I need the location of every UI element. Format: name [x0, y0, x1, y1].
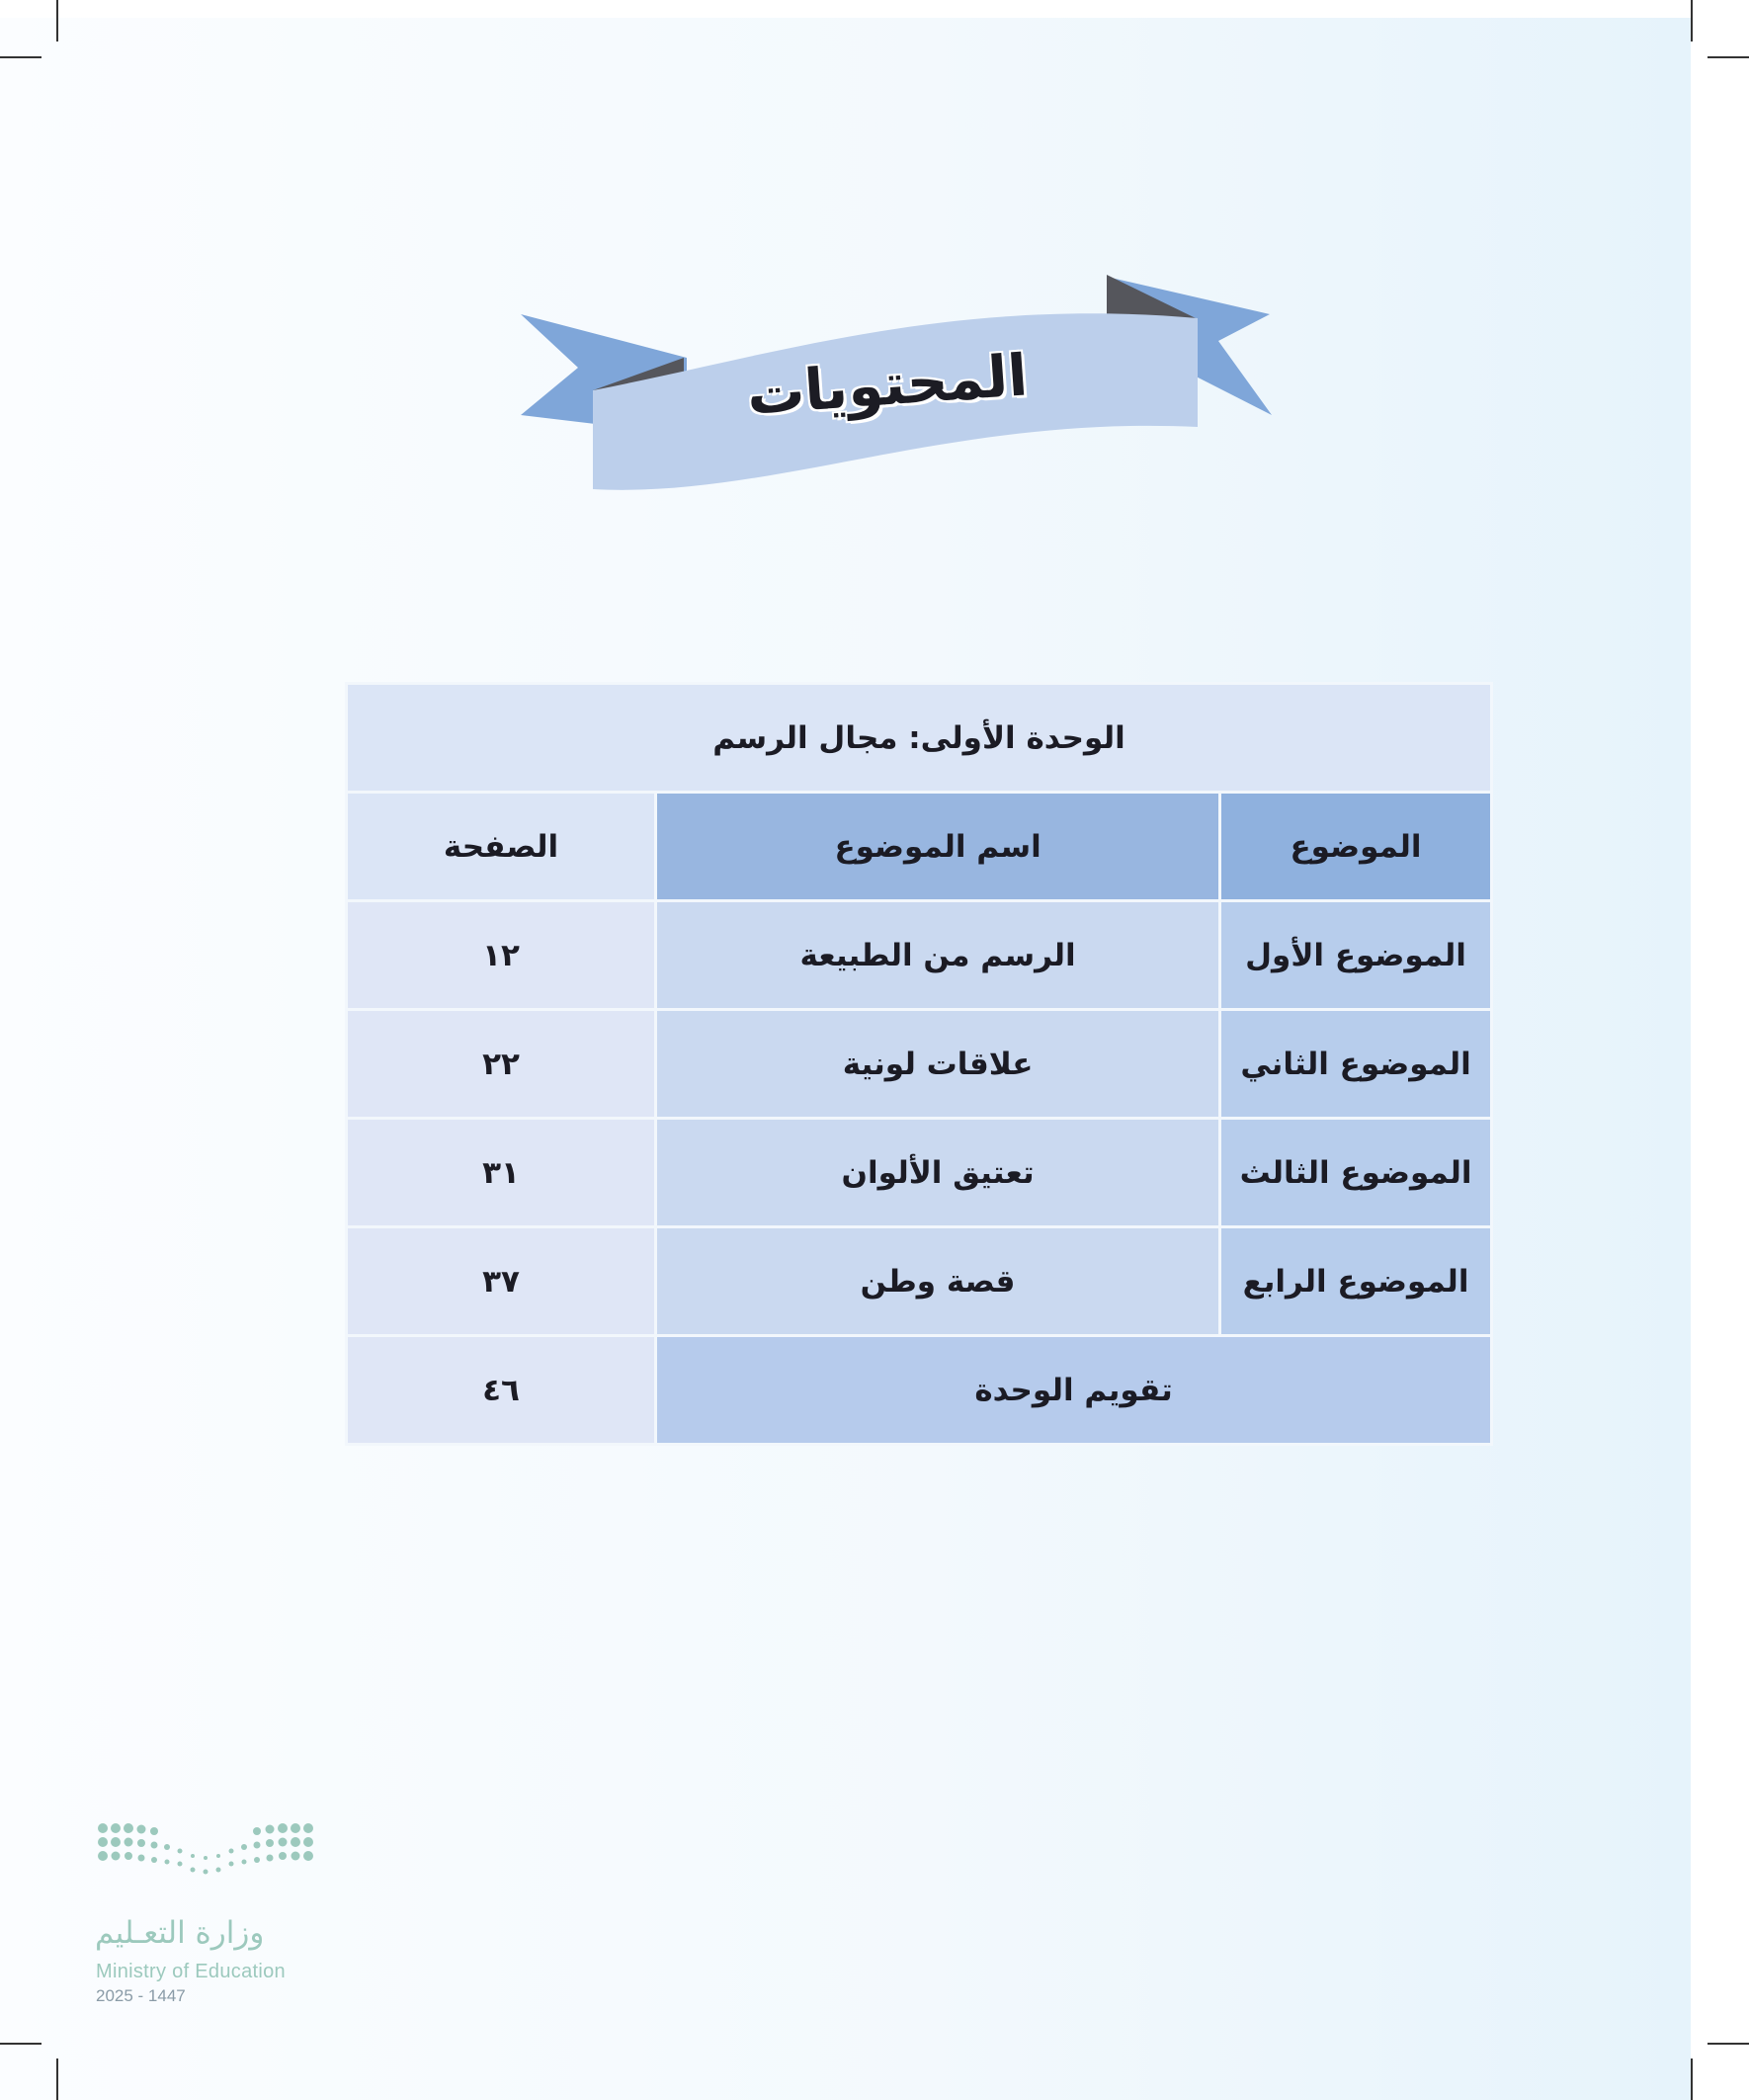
page-number-cell: ٣١	[347, 1119, 656, 1227]
topic-cell: الموضوع الرابع	[1220, 1227, 1492, 1336]
page-number-cell: ٢٢	[347, 1010, 656, 1119]
crop-mark-top-left-h	[0, 56, 42, 58]
topic-name-cell: الرسم من الطبيعة	[656, 901, 1220, 1010]
unit-title: الوحدة الأولى: مجال الرسم	[347, 684, 1492, 793]
topic-name-cell: تعتيق الألوان	[656, 1119, 1220, 1227]
unit-title-row	[347, 684, 1492, 793]
crop-mark-top-left-v	[56, 0, 58, 42]
edition-year: 2025 - 1447	[96, 1986, 186, 2005]
header-topic-name: اسم الموضوع	[656, 793, 1220, 901]
crop-mark-bottom-left-h	[0, 2043, 42, 2045]
crop-mark-bottom-right-h	[1707, 2043, 1749, 2045]
unit-review-label: تقويم الوحدة	[656, 1336, 1492, 1445]
table-row	[347, 1119, 1492, 1227]
table-row	[347, 901, 1492, 1010]
header-page: الصفحة	[347, 793, 656, 901]
table-header-row	[347, 793, 1492, 901]
topic-name-cell: علاقات لونية	[656, 1010, 1220, 1119]
table-row	[347, 1010, 1492, 1119]
crop-mark-top-right-v	[1691, 0, 1693, 42]
ministry-name-english: Ministry of Education	[96, 1961, 286, 1982]
ministry-logo-icon	[95, 1818, 322, 1917]
unit-review-page: ٤٦	[347, 1336, 656, 1445]
page-number-cell: ١٢	[347, 901, 656, 1010]
table-row	[347, 1227, 1492, 1336]
page-number-cell: ٣٧	[347, 1227, 656, 1336]
topic-name-cell: قصة وطن	[656, 1227, 1220, 1336]
topic-cell: الموضوع الثالث	[1220, 1119, 1492, 1227]
unit-review-row	[347, 1336, 1492, 1445]
crop-mark-bottom-right-v	[1691, 2058, 1693, 2100]
topic-cell: الموضوع الأول	[1220, 901, 1492, 1010]
crop-mark-bottom-left-v	[56, 2058, 58, 2100]
contents-table	[345, 682, 1493, 1446]
ministry-name-arabic: وزارة التعـليم	[95, 1915, 265, 1951]
header-topic: الموضوع	[1220, 793, 1492, 901]
crop-mark-top-right-h	[1707, 56, 1749, 58]
page-title: المحتويات	[744, 341, 1031, 428]
topic-cell: الموضوع الثاني	[1220, 1010, 1492, 1119]
